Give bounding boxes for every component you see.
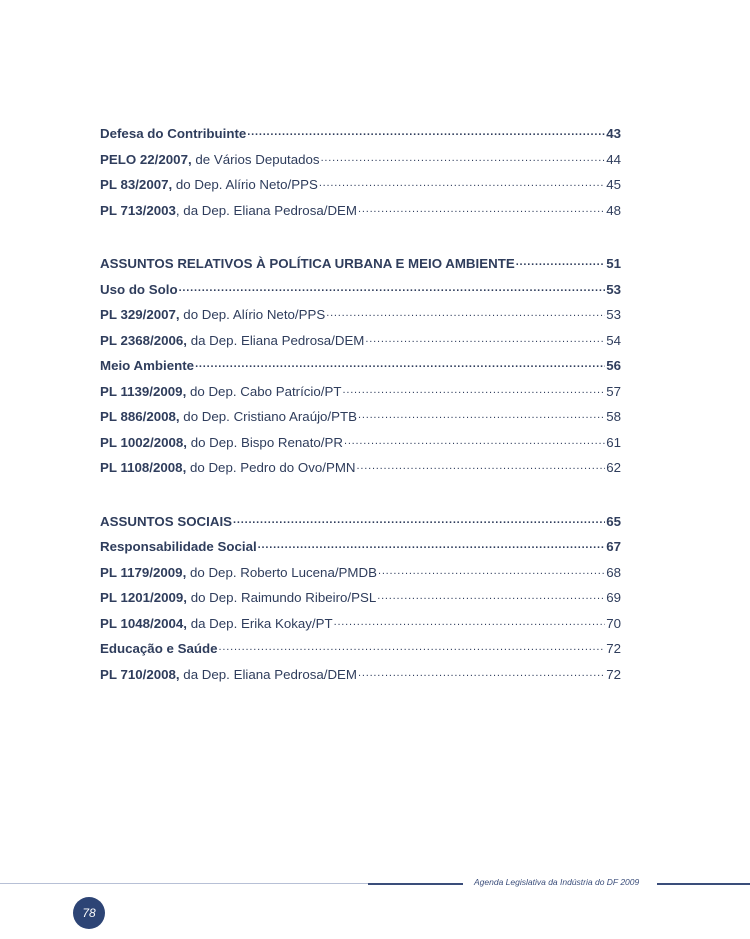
toc-entry-title: PL 886/2008, do Dep. Cristiano Araújo/PTB xyxy=(100,409,357,424)
toc-entry-title: Meio Ambiente xyxy=(100,358,195,373)
dot-leader xyxy=(195,358,605,370)
toc-section-responsabilidade-social xyxy=(100,539,621,565)
dot-leader xyxy=(326,307,605,319)
toc-page-number: 56 xyxy=(606,358,621,373)
dot-leader xyxy=(219,641,606,653)
toc-page-number: 43 xyxy=(606,126,621,141)
dot-leader xyxy=(378,565,605,577)
toc-page-number: 62 xyxy=(606,460,621,475)
toc-entry xyxy=(100,565,621,591)
toc-entry xyxy=(100,435,621,461)
toc-entry-title: PL 2368/2006, da Dep. Eliana Pedrosa/DEM xyxy=(100,332,365,348)
dot-leader xyxy=(377,590,605,602)
toc-entry xyxy=(100,384,621,410)
toc-page-number: 68 xyxy=(606,564,621,580)
dot-leader xyxy=(179,282,606,294)
toc-section-uso-do-solo xyxy=(100,282,621,308)
dot-leader xyxy=(319,177,605,189)
toc-entry-title: ASSUNTOS RELATIVOS À POLÍTICA URBANA E MEIO AMBIENTE xyxy=(100,256,515,271)
toc-entry xyxy=(100,203,621,229)
toc-entry xyxy=(100,152,621,178)
footer-publication-title: Agenda Legislativa da Indústria do DF 2009 xyxy=(474,877,640,887)
toc-page-number: 54 xyxy=(606,332,621,348)
toc-entry-title: Uso do Solo xyxy=(100,281,178,297)
dot-leader xyxy=(365,333,605,345)
footer-rule-right xyxy=(657,883,750,885)
section-gap xyxy=(100,228,621,256)
toc-entry-title: ASSUNTOS SOCIAIS xyxy=(100,513,233,529)
dot-leader xyxy=(247,126,605,138)
toc-page-number: 69 xyxy=(606,590,621,605)
toc-entry-title: Defesa do Contribuinte xyxy=(100,126,247,141)
toc-entry-title: PL 1139/2009, do Dep. Cabo Patrício/PT xyxy=(100,383,342,399)
toc-entry xyxy=(100,667,621,693)
toc-entry-title: PL 1108/2008, do Dep. Pedro do Ovo/PMN xyxy=(100,460,356,475)
toc-page-number: 51 xyxy=(606,256,621,271)
toc-entry-title: PL 1179/2009, do Dep. Roberto Lucena/PMDB xyxy=(100,564,377,580)
toc-entry-title: PL 1201/2009, do Dep. Raimundo Ribeiro/PSL xyxy=(100,590,377,605)
dot-leader xyxy=(344,435,605,447)
toc-entry xyxy=(100,409,621,435)
dot-leader xyxy=(516,256,606,268)
toc-chapter-assuntos-sociais xyxy=(100,514,621,540)
toc-page-number: 70 xyxy=(606,615,621,631)
section-gap xyxy=(100,486,621,514)
page-number-badge: 78 xyxy=(73,897,105,929)
toc-entry-title: Responsabilidade Social xyxy=(100,539,257,554)
toc-entry-title: PL 1048/2004, da Dep. Erika Kokay/PT xyxy=(100,615,333,631)
toc-page-number: 48 xyxy=(606,202,621,218)
toc-section-meio-ambiente xyxy=(100,358,621,384)
toc-entry xyxy=(100,177,621,203)
toc-entry-title: PL 713/2003, da Dep. Eliana Pedrosa/DEM xyxy=(100,202,357,218)
toc-page-number: 45 xyxy=(606,177,621,192)
toc-section-educacao-e-saude xyxy=(100,641,621,667)
toc-entry xyxy=(100,460,621,486)
toc-entry xyxy=(100,590,621,616)
toc-page-number: 72 xyxy=(606,641,621,656)
toc-entry-title: PL 329/2007, do Dep. Alírio Neto/PPS xyxy=(100,307,326,322)
dot-leader xyxy=(358,203,605,215)
toc-page-number: 53 xyxy=(606,307,621,322)
dot-leader xyxy=(258,539,606,551)
toc-entry xyxy=(100,333,621,359)
toc-entry-title: PL 710/2008, da Dep. Eliana Pedrosa/DEM xyxy=(100,666,357,682)
dot-leader xyxy=(342,384,605,396)
toc-page-number: 58 xyxy=(606,409,621,424)
toc-page-number: 61 xyxy=(606,434,621,450)
dot-leader xyxy=(321,152,606,164)
toc-page-number: 72 xyxy=(606,666,621,682)
toc-page-number: 65 xyxy=(606,513,621,529)
toc-page-number: 53 xyxy=(606,281,621,297)
toc-entry-title: Educação e Saúde xyxy=(100,641,218,656)
toc-page-number: 67 xyxy=(606,539,621,554)
dot-leader xyxy=(233,514,605,526)
table-of-contents xyxy=(100,126,621,692)
toc-section-defesa-do-contribuinte xyxy=(100,126,621,152)
toc-entry xyxy=(100,307,621,333)
dot-leader xyxy=(358,667,605,679)
dot-leader xyxy=(358,409,605,421)
toc-page-number: 44 xyxy=(606,151,621,167)
toc-entry xyxy=(100,616,621,642)
toc-entry-title: PELO 22/2007, de Vários Deputados xyxy=(100,151,320,167)
toc-chapter-politica-urbana xyxy=(100,256,621,282)
toc-entry-title: PL 1002/2008, do Dep. Bispo Renato/PR xyxy=(100,434,343,450)
dot-leader xyxy=(334,616,606,628)
toc-page-number: 57 xyxy=(606,383,621,399)
toc-entry-title: PL 83/2007, do Dep. Alírio Neto/PPS xyxy=(100,177,318,192)
dot-leader xyxy=(357,460,606,472)
footer-rule-accent xyxy=(368,883,463,885)
